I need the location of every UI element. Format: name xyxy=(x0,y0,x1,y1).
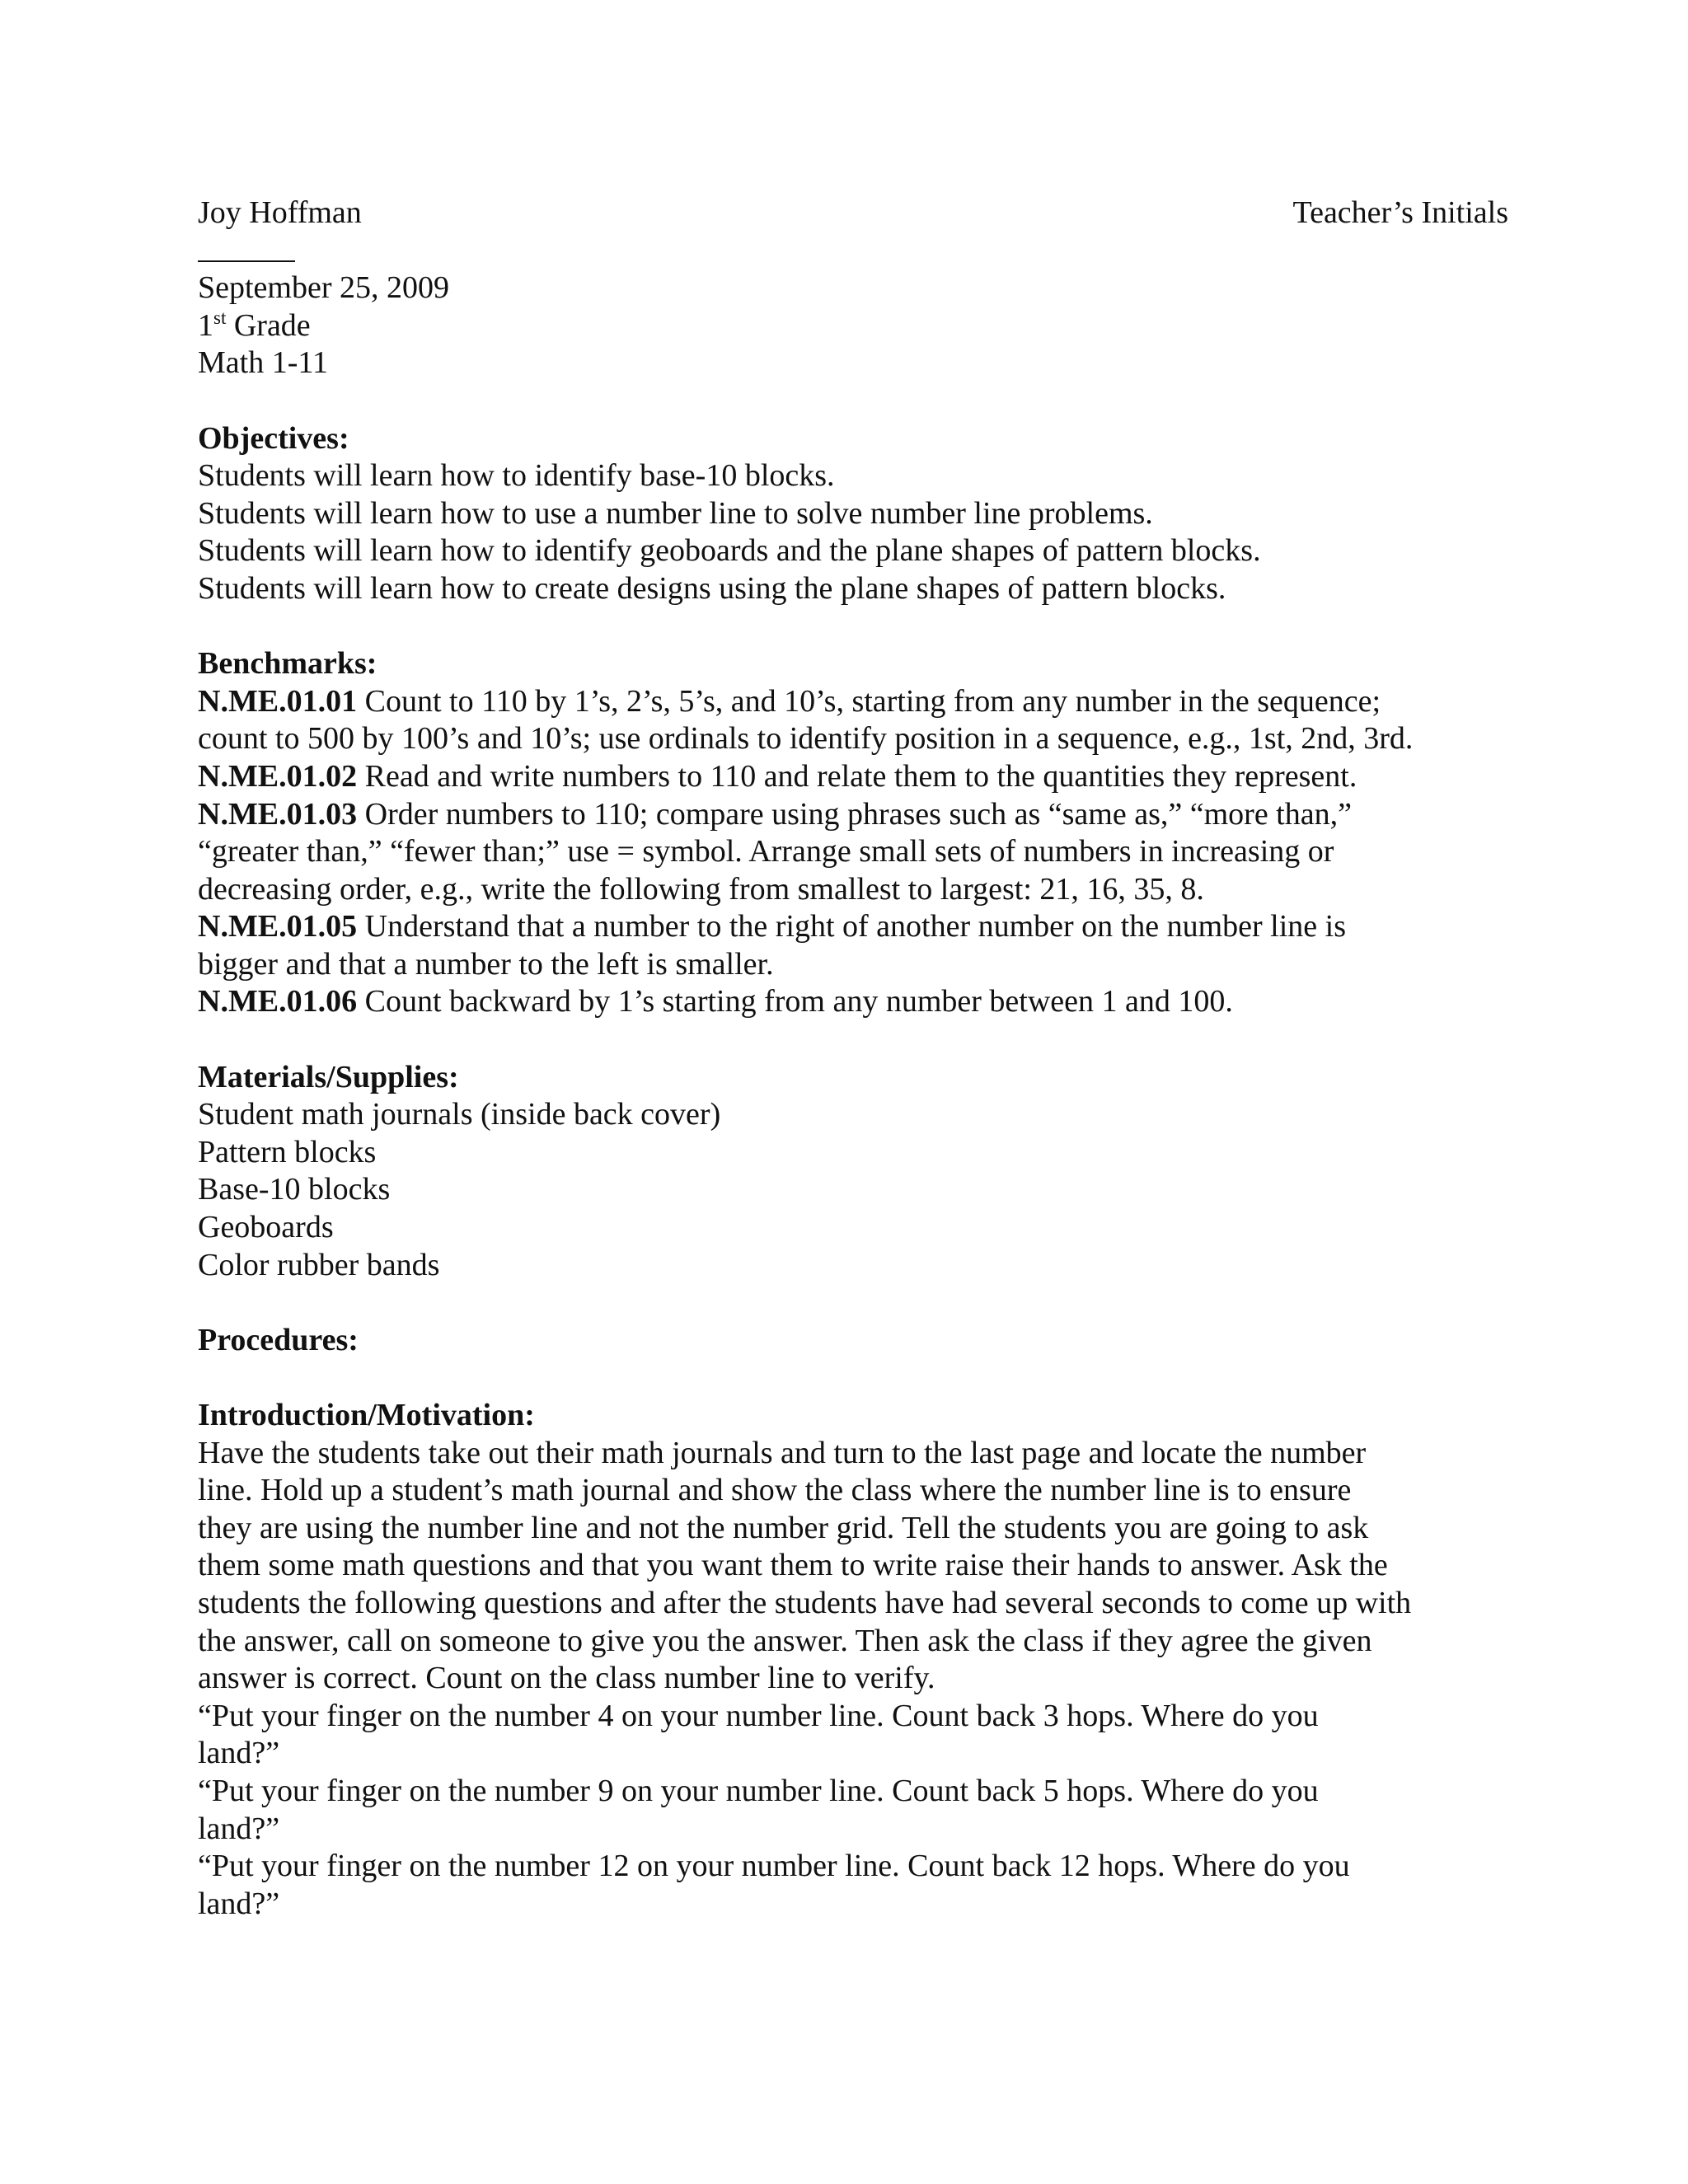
benchmark-line xyxy=(198,908,1484,946)
objective-item: Students will learn how to use a number line to solve number line problems. xyxy=(198,495,1153,531)
benchmark-line: “greater than,” “fewer than;” use = symbol. Arrange small sets of numbers in increasing or xyxy=(198,834,1334,869)
benchmark-text: Count backward by 1’s starting from any number between 1 and 100. xyxy=(357,984,1233,1019)
objectives-section xyxy=(198,420,1484,608)
author-name: Joy Hoffman xyxy=(198,195,362,230)
procedures-heading: Procedures: xyxy=(198,1322,359,1357)
introduction-question: land?” xyxy=(198,1886,280,1921)
benchmark-code: N.ME.01.03 xyxy=(198,796,358,832)
lesson-date: September 25, 2009 xyxy=(198,270,450,306)
materials-heading: Materials/Supplies: xyxy=(198,1059,459,1094)
objective-item: Students will learn how to identify geoboards and the plane shapes of pattern blocks. xyxy=(198,533,1261,569)
spacer xyxy=(198,1021,1484,1059)
objective-item: Students will learn how to create designs using the plane shapes of pattern blocks. xyxy=(198,570,1226,606)
benchmark-line: count to 500 by 100’s and 10’s; use ordinals to identify position in a sequence, e.g., 1st, 2nd, 3rd. xyxy=(198,721,1414,757)
spacer xyxy=(198,608,1484,646)
introduction-line: answer is correct. Count on the class number line to verify. xyxy=(198,1661,935,1696)
benchmark-text: Order numbers to 110; compare using phrases such as “same as,” “more than,” xyxy=(357,796,1352,832)
material-item: Base-10 blocks xyxy=(198,1172,391,1207)
benchmarks-section xyxy=(198,645,1484,1021)
introduction-line: the answer, call on someone to give you the answer. Then ask the class if they agree the given xyxy=(198,1623,1372,1658)
spacer xyxy=(198,1284,1484,1322)
introduction-line: line. Hold up a student’s math journal and show the class where the number line is to ensure xyxy=(198,1473,1352,1508)
material-item: Geoboards xyxy=(198,1210,334,1245)
benchmark-line: decreasing order, e.g., write the following from smallest to largest: 21, 16, 35, 8. xyxy=(198,871,1204,907)
benchmark-code: N.ME.01.02 xyxy=(198,758,358,794)
introduction-question: “Put your finger on the number 12 on your number line. Count back 12 hops. Where do you xyxy=(198,1849,1350,1884)
benchmarks-heading: Benchmarks: xyxy=(198,646,377,682)
benchmark-line xyxy=(198,758,1484,796)
lesson-plan-page xyxy=(198,194,1508,1923)
introduction-line: them some math questions and that you want them to write raise their hands to answer. Ask the xyxy=(198,1548,1388,1583)
introduction-question: “Put your finger on the number 4 on your number line. Count back 3 hops. Where do you xyxy=(198,1698,1319,1733)
introduction-heading: Introduction/Motivation: xyxy=(198,1398,535,1432)
introduction-line: Have the students take out their math journals and turn to the last page and locate the number xyxy=(198,1435,1367,1470)
introduction-question: “Put your finger on the number 9 on your number line. Count back 5 hops. Where do you xyxy=(198,1773,1319,1808)
grade-level xyxy=(198,307,1484,345)
grade-number: 1 xyxy=(198,307,213,343)
objective-item: Students will learn how to identify base-10 blocks. xyxy=(198,458,835,494)
benchmark-text: Count to 110 by 1’s, 2’s, 5’s, and 10’s, starting from any number in the sequence; xyxy=(357,683,1381,719)
grade-suffix: st xyxy=(213,307,227,328)
header-row xyxy=(198,194,1508,232)
material-item: Student math journals (inside back cover) xyxy=(198,1097,721,1132)
introduction-question: land?” xyxy=(198,1811,280,1846)
initials-underline xyxy=(198,260,295,262)
spacer xyxy=(198,1359,1484,1397)
benchmark-line: bigger and that a number to the left is smaller. xyxy=(198,946,774,982)
material-item: Pattern blocks xyxy=(198,1134,377,1169)
grade-word: Grade xyxy=(226,307,311,343)
introduction-line: they are using the number line and not the number grid. Tell the students you are going to ask xyxy=(198,1510,1369,1545)
teacher-initials-label: Teacher’s Initials xyxy=(1292,195,1508,230)
benchmark-code: N.ME.01.06 xyxy=(198,984,358,1019)
objectives-heading: Objectives: xyxy=(198,420,349,456)
material-item: Color rubber bands xyxy=(198,1247,440,1282)
spacer xyxy=(198,382,1484,420)
introduction-line: students the following questions and after the students have had several seconds to come up with xyxy=(198,1585,1412,1620)
benchmark-line xyxy=(198,796,1484,834)
benchmark-text: Understand that a number to the right of another number on the number line is xyxy=(357,909,1347,944)
introduction-section xyxy=(198,1397,1484,1923)
initials-blank-line xyxy=(198,232,1484,270)
introduction-question: land?” xyxy=(198,1736,280,1771)
benchmark-line xyxy=(198,683,1484,721)
benchmark-code: N.ME.01.05 xyxy=(198,909,358,944)
benchmark-code: N.ME.01.01 xyxy=(198,683,358,719)
benchmark-text: Read and write numbers to 110 and relate them to the quantities they represent. xyxy=(357,758,1357,794)
materials-section xyxy=(198,1059,1484,1285)
benchmark-line xyxy=(198,983,1484,1021)
lesson-title: Math 1-11 xyxy=(198,345,328,381)
